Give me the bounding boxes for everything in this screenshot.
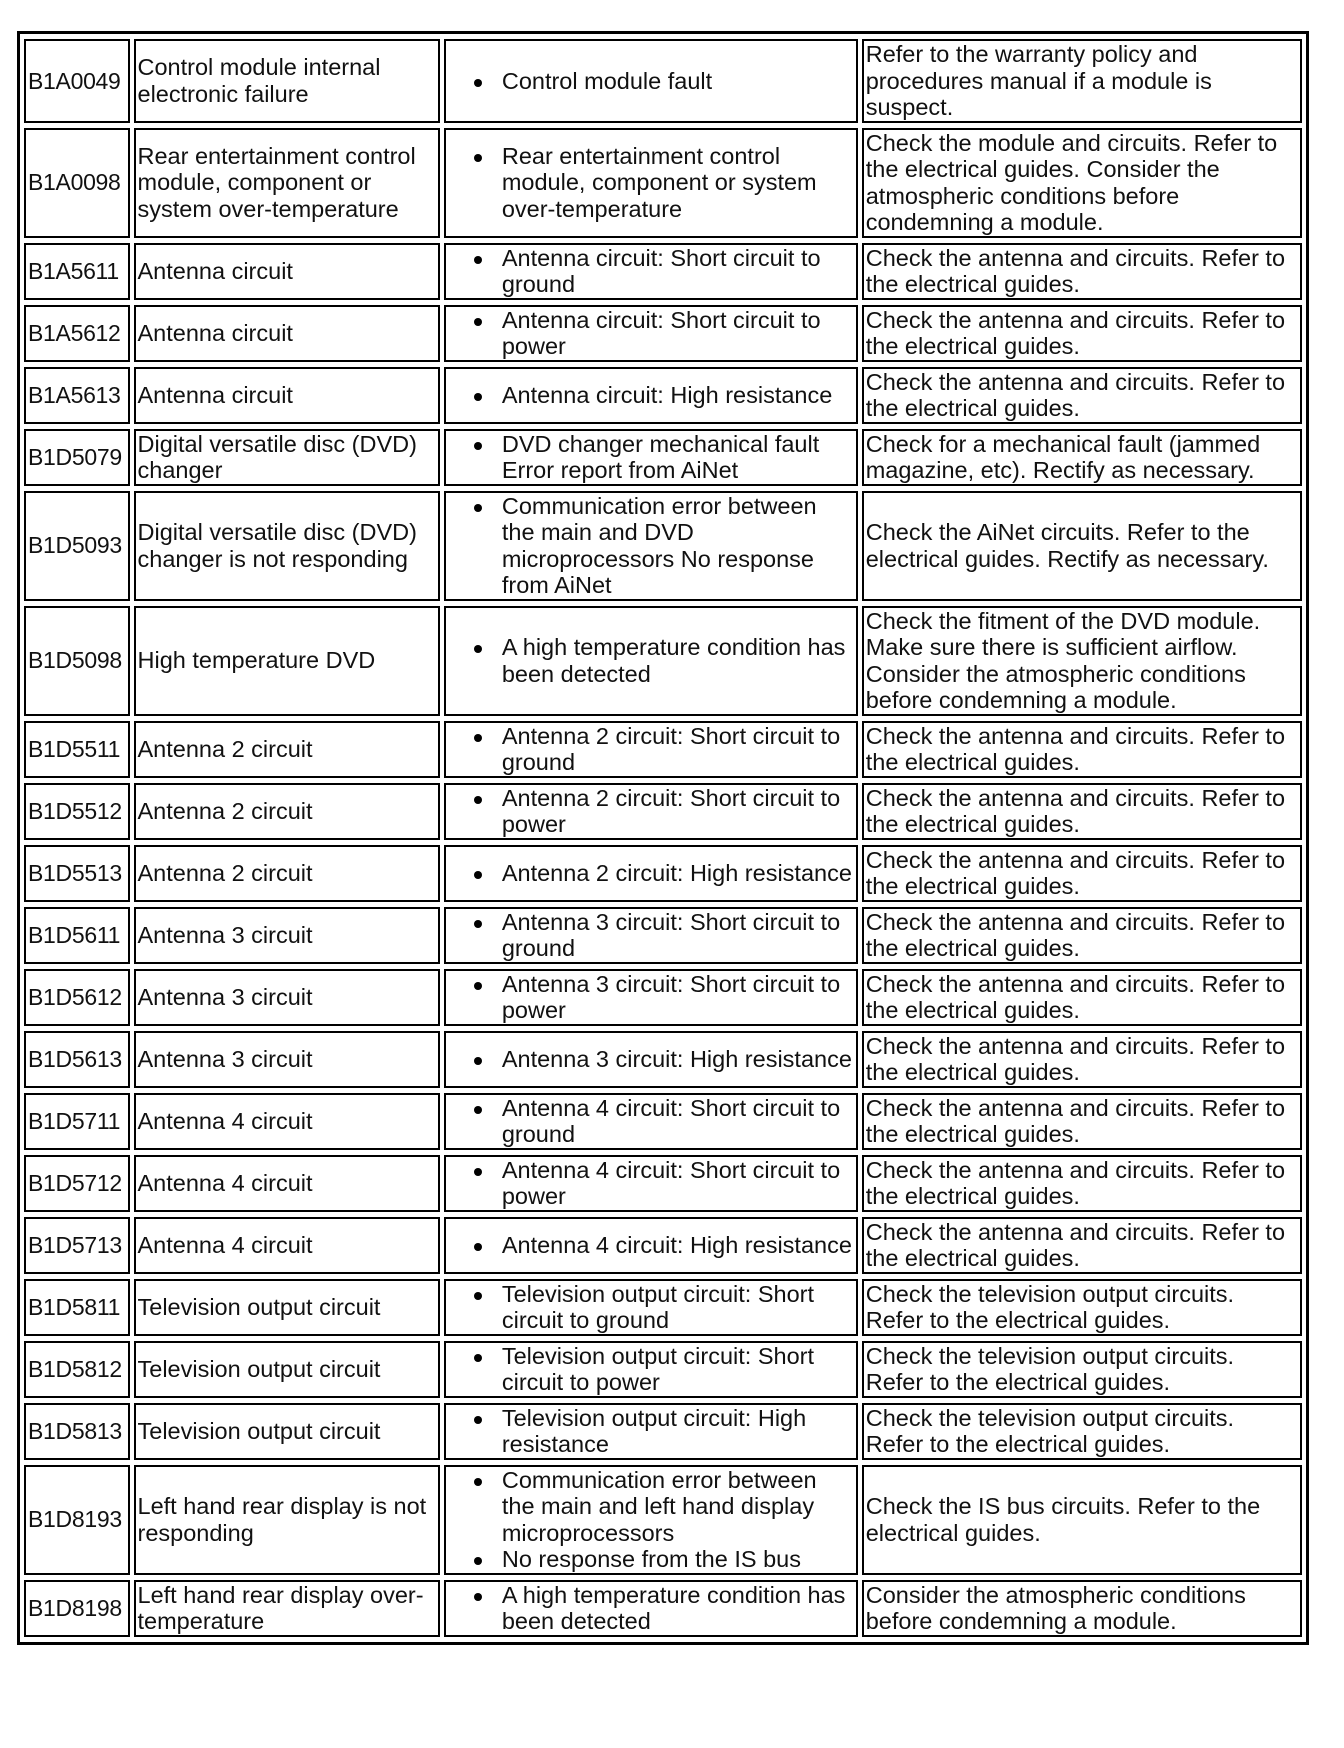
dtc-code: B1A0049	[24, 39, 130, 123]
dtc-conditions	[444, 305, 858, 362]
dtc-description: Television output circuit	[134, 1279, 440, 1336]
conditions-list	[448, 143, 854, 223]
conditions-list	[448, 860, 854, 887]
condition-item: Antenna circuit: Short circuit to power	[502, 307, 854, 360]
table-row	[24, 1031, 1302, 1088]
conditions-list	[448, 1405, 854, 1458]
dtc-action: Refer to the warranty policy and procedures manual if a module is suspect.	[862, 39, 1302, 123]
dtc-conditions	[444, 969, 858, 1026]
dtc-conditions	[444, 429, 858, 486]
dtc-conditions	[444, 1217, 858, 1274]
dtc-conditions	[444, 845, 858, 902]
dtc-action: Check the antenna and circuits. Refer to the electrical guides.	[862, 1217, 1302, 1274]
dtc-description: Left hand rear display over-temperature	[134, 1580, 440, 1637]
conditions-list	[448, 1157, 854, 1210]
table-row	[24, 1217, 1302, 1274]
condition-item: Antenna 3 circuit: Short circuit to power	[502, 971, 854, 1024]
table-row	[24, 783, 1302, 840]
conditions-list	[448, 723, 854, 776]
condition-item: No response from the IS bus	[502, 1546, 854, 1573]
dtc-action: Check the IS bus circuits. Refer to the electrical guides.	[862, 1465, 1302, 1575]
table-row	[24, 721, 1302, 778]
dtc-code: B1D5712	[24, 1155, 130, 1212]
conditions-list	[448, 307, 854, 360]
dtc-description: Antenna 4 circuit	[134, 1217, 440, 1274]
condition-item: Antenna 2 circuit: Short circuit to ground	[502, 723, 854, 776]
dtc-action: Check the antenna and circuits. Refer to the electrical guides.	[862, 1155, 1302, 1212]
dtc-description: Antenna 4 circuit	[134, 1093, 440, 1150]
dtc-conditions	[444, 243, 858, 300]
dtc-description: Antenna 2 circuit	[134, 721, 440, 778]
conditions-list	[448, 1046, 854, 1073]
dtc-action: Check the antenna and circuits. Refer to the electrical guides.	[862, 721, 1302, 778]
conditions-list	[448, 431, 854, 484]
dtc-description: Antenna 3 circuit	[134, 907, 440, 964]
dtc-code: B1D5613	[24, 1031, 130, 1088]
table-row	[24, 367, 1302, 424]
table-row	[24, 1093, 1302, 1150]
dtc-conditions	[444, 721, 858, 778]
conditions-list	[448, 1095, 854, 1148]
dtc-action: Check the fitment of the DVD module. Make sure there is sufficient airflow. Consider the atmospheric conditions before condemning a module.	[862, 606, 1302, 716]
condition-item: Antenna 3 circuit: High resistance	[501, 1045, 852, 1072]
conditions-list	[448, 68, 854, 95]
conditions-list	[448, 1582, 854, 1635]
dtc-code: B1D5093	[24, 491, 130, 601]
dtc-document	[17, 31, 1309, 1645]
dtc-description: Antenna circuit	[134, 305, 440, 362]
dtc-code: B1D5511	[24, 721, 130, 778]
dtc-conditions	[444, 39, 858, 123]
dtc-code: B1D5098	[24, 606, 130, 716]
dtc-action: Check the antenna and circuits. Refer to the electrical guides.	[862, 243, 1302, 300]
dtc-conditions	[444, 1093, 858, 1150]
table-row	[24, 1403, 1302, 1460]
dtc-code: B1A5612	[24, 305, 130, 362]
table-row	[24, 1341, 1302, 1398]
conditions-list	[448, 971, 854, 1024]
table-row	[24, 491, 1302, 601]
dtc-description: Television output circuit	[134, 1341, 440, 1398]
table-row	[24, 39, 1302, 123]
dtc-action: Check the antenna and circuits. Refer to the electrical guides.	[862, 969, 1302, 1026]
dtc-description: Antenna 2 circuit	[134, 783, 440, 840]
table-row	[24, 845, 1302, 902]
dtc-action: Check the antenna and circuits. Refer to the electrical guides.	[862, 907, 1302, 964]
dtc-code: B1A5613	[24, 367, 130, 424]
table-row	[24, 305, 1302, 362]
dtc-action: Check the antenna and circuits. Refer to the electrical guides.	[862, 1031, 1302, 1088]
dtc-conditions	[444, 367, 858, 424]
conditions-list	[448, 909, 854, 962]
condition-item: Television output circuit: Short circuit to ground	[502, 1281, 854, 1334]
dtc-code: B1D5512	[24, 783, 130, 840]
dtc-action: Check the television output circuits. Refer to the electrical guides.	[862, 1341, 1302, 1398]
dtc-action: Check for a mechanical fault (jammed magazine, etc). Rectify as necessary.	[862, 429, 1302, 486]
dtc-conditions	[444, 1155, 858, 1212]
dtc-code: B1D5811	[24, 1279, 130, 1336]
dtc-code: B1D5713	[24, 1217, 130, 1274]
dtc-conditions	[444, 1341, 858, 1398]
dtc-description: Antenna 4 circuit	[134, 1155, 440, 1212]
dtc-code: B1A0098	[24, 128, 130, 238]
dtc-conditions	[444, 1403, 858, 1460]
dtc-action: Check the television output circuits. Refer to the electrical guides.	[862, 1279, 1302, 1336]
dtc-action: Check the antenna and circuits. Refer to the electrical guides.	[862, 1093, 1302, 1150]
dtc-code: B1D8198	[24, 1580, 130, 1637]
conditions-list	[448, 634, 854, 687]
dtc-description: High temperature DVD	[134, 606, 440, 716]
conditions-list	[448, 382, 854, 409]
condition-item: A high temperature condition has been detected	[502, 1582, 854, 1635]
condition-item: Antenna 2 circuit: Short circuit to power	[502, 785, 854, 838]
conditions-list	[448, 1232, 854, 1259]
dtc-description: Antenna 2 circuit	[134, 845, 440, 902]
condition-item: Communication error between the main and DVD microprocessors No response from AiNet	[502, 493, 854, 599]
table-row	[24, 1580, 1302, 1637]
condition-item: Communication error between the main and left hand display microprocessors	[502, 1467, 854, 1547]
dtc-conditions	[444, 1279, 858, 1336]
condition-item: Rear entertainment control module, component or system over-temperature	[502, 143, 854, 223]
condition-item: Antenna 4 circuit: Short circuit to power	[502, 1157, 854, 1210]
dtc-conditions	[444, 606, 858, 716]
dtc-code: B1D8193	[24, 1465, 130, 1575]
dtc-code: B1D5812	[24, 1341, 130, 1398]
dtc-description: Television output circuit	[134, 1403, 440, 1460]
dtc-description: Left hand rear display is not responding	[134, 1465, 440, 1575]
table-row	[24, 1465, 1302, 1575]
dtc-description: Digital versatile disc (DVD) changer is not responding	[134, 491, 440, 601]
dtc-action: Check the antenna and circuits. Refer to the electrical guides.	[862, 845, 1302, 902]
dtc-action: Check the module and circuits. Refer to the electrical guides. Consider the atmospheric conditions before condemning a module.	[862, 128, 1302, 238]
table-row	[24, 1155, 1302, 1212]
condition-item: Antenna 4 circuit: High resistance	[501, 1231, 852, 1258]
dtc-description: Digital versatile disc (DVD) changer	[134, 429, 440, 486]
table-row	[24, 243, 1302, 300]
dtc-code: B1D5611	[24, 907, 130, 964]
dtc-description: Antenna 3 circuit	[134, 969, 440, 1026]
dtc-action: Check the AiNet circuits. Refer to the electrical guides. Rectify as necessary.	[862, 491, 1302, 601]
dtc-description: Rear entertainment control module, component or system over-temperature	[134, 128, 440, 238]
dtc-code: B1D5612	[24, 969, 130, 1026]
dtc-code: B1D5711	[24, 1093, 130, 1150]
table-row	[24, 429, 1302, 486]
dtc-conditions	[444, 907, 858, 964]
dtc-description: Antenna circuit	[134, 367, 440, 424]
condition-item: A high temperature condition has been detected	[502, 634, 854, 687]
condition-item: Television output circuit: High resistance	[502, 1405, 854, 1458]
condition-item: Television output circuit: Short circuit to power	[502, 1343, 854, 1396]
conditions-list	[448, 245, 854, 298]
dtc-conditions	[444, 491, 858, 601]
dtc-action: Check the antenna and circuits. Refer to the electrical guides.	[862, 783, 1302, 840]
dtc-action: Check the antenna and circuits. Refer to the electrical guides.	[862, 367, 1302, 424]
dtc-action: Check the television output circuits. Refer to the electrical guides.	[862, 1403, 1302, 1460]
conditions-list	[448, 1281, 854, 1334]
dtc-conditions	[444, 1580, 858, 1637]
conditions-list	[448, 785, 854, 838]
dtc-action: Consider the atmospheric conditions before condemning a module.	[862, 1580, 1302, 1637]
condition-item: Antenna 2 circuit: High resistance	[501, 859, 852, 886]
dtc-code: B1D5813	[24, 1403, 130, 1460]
dtc-code: B1D5079	[24, 429, 130, 486]
dtc-conditions	[444, 1465, 858, 1575]
condition-item: Control module fault	[502, 68, 854, 95]
table-row	[24, 128, 1302, 238]
dtc-code: B1A5611	[24, 243, 130, 300]
dtc-description: Antenna circuit	[134, 243, 440, 300]
dtc-conditions	[444, 783, 858, 840]
conditions-list	[448, 493, 854, 599]
conditions-list	[448, 1343, 854, 1396]
dtc-action: Check the antenna and circuits. Refer to the electrical guides.	[862, 305, 1302, 362]
table-row	[24, 907, 1302, 964]
table-row	[24, 969, 1302, 1026]
table-row	[24, 606, 1302, 716]
condition-item: Antenna 4 circuit: Short circuit to ground	[502, 1095, 854, 1148]
condition-item: Antenna circuit: High resistance	[502, 382, 854, 409]
dtc-table-body	[24, 39, 1302, 1637]
dtc-description: Control module internal electronic failure	[134, 39, 440, 123]
dtc-conditions	[444, 1031, 858, 1088]
condition-item: DVD changer mechanical fault Error report from AiNet	[502, 431, 854, 484]
condition-item: Antenna circuit: Short circuit to ground	[502, 245, 854, 298]
dtc-table	[17, 31, 1309, 1645]
conditions-list	[448, 1467, 854, 1573]
condition-item: Antenna 3 circuit: Short circuit to ground	[502, 909, 854, 962]
dtc-code: B1D5513	[24, 845, 130, 902]
dtc-conditions	[444, 128, 858, 238]
dtc-description: Antenna 3 circuit	[134, 1031, 440, 1088]
table-row	[24, 1279, 1302, 1336]
